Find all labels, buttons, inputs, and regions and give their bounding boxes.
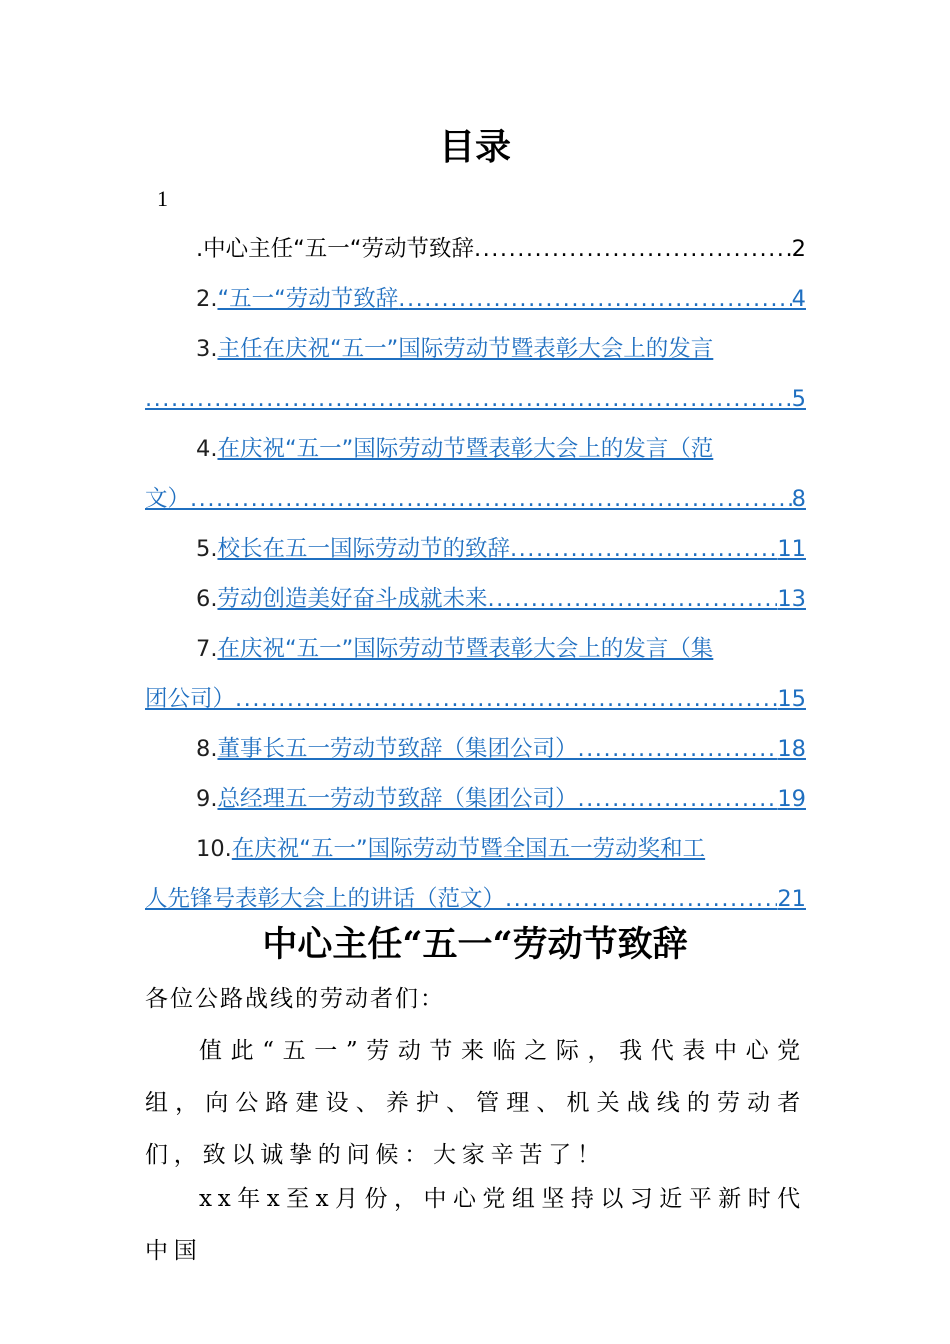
toc-entry-4-cont[interactable] bbox=[145, 474, 806, 524]
toc-entry-6[interactable] bbox=[145, 574, 806, 624]
toc-leader-dots bbox=[145, 374, 792, 424]
toc-leader-dots bbox=[235, 674, 777, 724]
toc-entry-page[interactable]: 4 bbox=[791, 286, 806, 312]
body-paragraph-2: xx年x至x月份，中心党组坚持以习近平新时代中国 bbox=[145, 1186, 806, 1264]
toc-entry-link-cont[interactable]: 团公司） bbox=[145, 686, 236, 712]
toc-entry-link-cont[interactable]: 文） bbox=[145, 486, 191, 512]
document-heading: 中心主任“五一“劳动节致辞 bbox=[262, 924, 688, 965]
toc-entry-link[interactable]: 劳动创造美好奋斗成就未来 bbox=[217, 586, 488, 612]
toc-entry-link[interactable]: 在庆祝“五一”国际劳动节暨表彰大会上的发言（集 bbox=[217, 636, 714, 662]
toc-entry-page: 2 bbox=[791, 236, 806, 262]
toc-entry-1[interactable] bbox=[145, 224, 806, 274]
toc-title: 目录 bbox=[438, 126, 511, 168]
toc-entry-link[interactable]: 董事长五一劳动节致辞（集团公司） bbox=[217, 736, 578, 762]
toc-entry-title: .中心主任“五一“劳动节致辞 bbox=[196, 236, 474, 262]
toc-entry-3[interactable] bbox=[145, 324, 806, 374]
toc-entry-7-cont[interactable] bbox=[145, 674, 806, 724]
toc-entry-9[interactable] bbox=[145, 774, 806, 824]
toc-entry-3-cont[interactable] bbox=[145, 374, 806, 424]
toc-entry-link[interactable]: 总经理五一劳动节致辞（集团公司） bbox=[217, 786, 578, 812]
toc-entry-number: 9. bbox=[196, 786, 218, 812]
toc-list bbox=[145, 224, 806, 924]
toc-entry-link[interactable]: 校长在五一国际劳动节的致辞 bbox=[217, 536, 510, 562]
toc-entry-page[interactable]: 18 bbox=[777, 736, 806, 762]
toc-leader-dots bbox=[577, 724, 777, 774]
toc-entry-link[interactable]: 主任在庆祝“五一”国际劳动节暨表彰大会上的发言 bbox=[217, 336, 714, 362]
toc-entry-8[interactable] bbox=[145, 724, 806, 774]
toc-leader-dots bbox=[505, 874, 777, 924]
toc-entry-number: 8. bbox=[196, 736, 218, 762]
toc-entry-5[interactable] bbox=[145, 524, 806, 574]
toc-entry-page[interactable]: 11 bbox=[777, 536, 806, 562]
toc-entry-10-cont[interactable] bbox=[145, 874, 806, 924]
toc-entry-link[interactable]: 在庆祝“五一”国际劳动节暨表彰大会上的发言（范 bbox=[217, 436, 714, 462]
toc-entry-number: 5. bbox=[196, 536, 218, 562]
toc-leader-dots bbox=[398, 274, 791, 324]
toc-first-number: 1 bbox=[157, 186, 168, 211]
toc-entry-page[interactable]: 13 bbox=[777, 586, 806, 612]
toc-entry-page[interactable]: 19 bbox=[777, 786, 806, 812]
toc-entry-7[interactable] bbox=[145, 624, 806, 674]
toc-entry-link[interactable]: 在庆祝“五一”国际劳动节暨全国五一劳动奖和工 bbox=[231, 836, 706, 862]
toc-entry-number: 2. bbox=[196, 286, 218, 312]
toc-entry-2[interactable] bbox=[145, 274, 806, 324]
toc-leader-dots bbox=[487, 574, 777, 624]
toc-entry-number: 6. bbox=[196, 586, 218, 612]
toc-entry-page[interactable]: 15 bbox=[777, 686, 806, 712]
toc-entry-number: 10. bbox=[196, 836, 232, 862]
toc-entry-link-cont[interactable]: 人先锋号表彰大会上的讲话（范文） bbox=[145, 886, 506, 912]
toc-entry-4[interactable] bbox=[145, 424, 806, 474]
toc-entry-link[interactable]: “五一“劳动节致辞 bbox=[217, 286, 399, 312]
toc-leader-dots bbox=[474, 224, 792, 274]
toc-entry-number: 7. bbox=[196, 636, 218, 662]
toc-entry-number: 4. bbox=[196, 436, 218, 462]
toc-entry-page[interactable]: 8 bbox=[791, 486, 806, 512]
toc-leader-dots bbox=[510, 524, 777, 574]
toc-entry-page[interactable]: 21 bbox=[777, 886, 806, 912]
salutation: 各位公路战线的劳动者们： bbox=[145, 986, 445, 1012]
toc-entry-page[interactable]: 5 bbox=[791, 386, 806, 412]
toc-entry-10[interactable] bbox=[145, 824, 806, 874]
toc-leader-dots bbox=[190, 474, 792, 524]
toc-leader-dots bbox=[577, 774, 777, 824]
toc-entry-number: 3. bbox=[196, 336, 218, 362]
body-paragraph-1: 值此“五一”劳动节来临之际，我代表中心党组，向公路建设、养护、管理、机关战线的劳动者们，致以诚挚的问候：大家辛苦了！ bbox=[145, 1038, 806, 1168]
